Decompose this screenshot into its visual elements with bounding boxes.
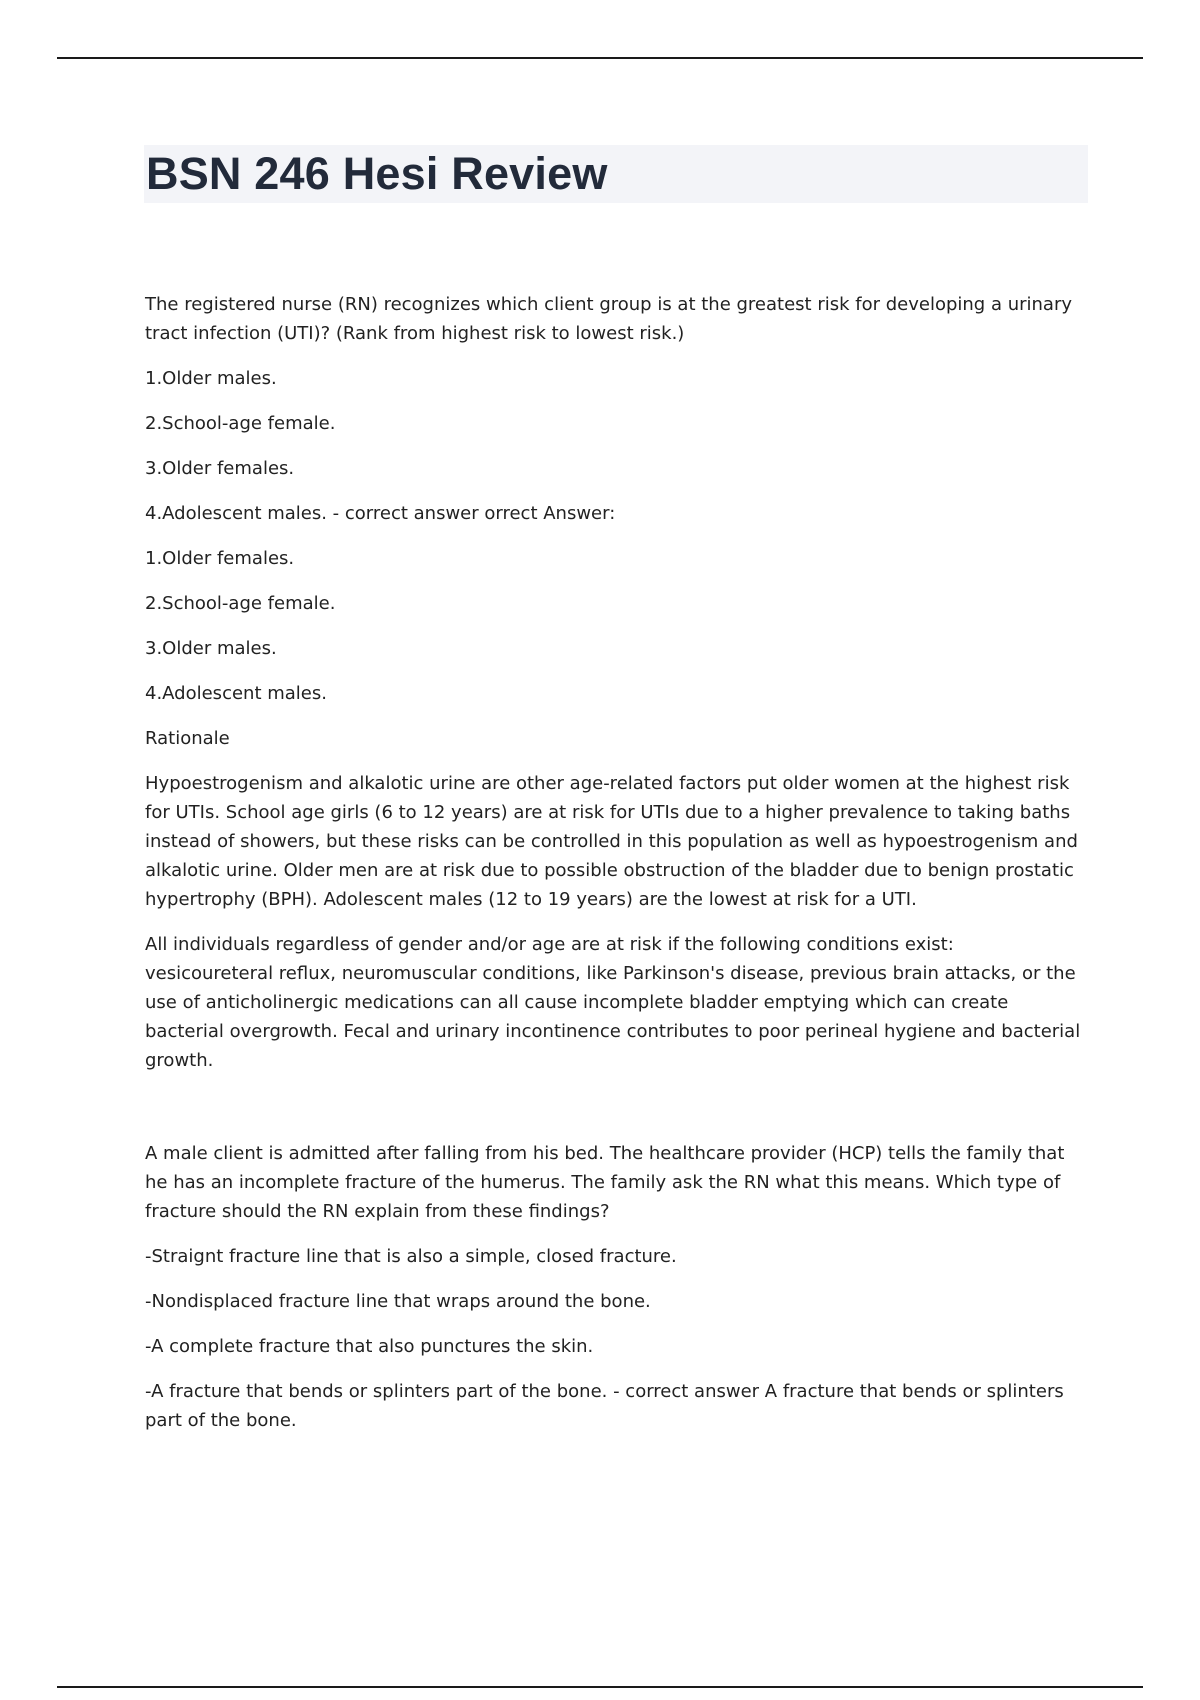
section-spacer [145,1091,1085,1139]
bottom-rule [57,1686,1143,1688]
rationale-paragraph: Hypoestrogenism and alkalotic urine are other age-related factors put older women at the highest risk for UTIs. School age girls (6 to 12 years) are at risk for UTIs due to a higher prevalence to taking baths instead of showers, but these risks can be controlled in this population as well as hypoestrogenism and alkalotic urine. Older men are at risk due to possible obstruction of the bladder due to benign prostatic hypertrophy (BPH). Adolescent males (12 to 19 years) are the lowest at risk for a UTI. [145,773,1078,910]
question-1-answer: 2.School-age female. [145,593,336,614]
question-2-option: -Straignt fracture line that is also a simple, closed fracture. [145,1246,677,1267]
question-1-prompt: The registered nurse (RN) recognizes which client group is at the greatest risk for developing a urinary tract infection (UTI)? (Rank from highest risk to lowest risk.) [145,294,1072,344]
question-1-option: 1.Older males. [145,368,277,389]
question-2-prompt: A male client is admitted after falling from his bed. The healthcare provider (HCP) tells the family that he has an incomplete fracture of the humerus. The family ask the RN what this means. Which type of fracture should the RN explain from these findings? [145,1143,1065,1222]
question-1-option: 2.School-age female. [145,413,336,434]
question-2 [145,1139,1085,1435]
question-1-answer: 3.Older males. [145,638,277,659]
question-2-option: -Nondisplaced fracture line that wraps around the bone. [145,1291,651,1312]
top-rule [57,57,1143,59]
rationale-heading: Rationale [145,728,230,749]
document-body [145,290,1085,1451]
question-1-option: 3.Older females. [145,458,295,479]
question-1-answer: 1.Older females. [145,548,295,569]
rationale-paragraph: All individuals regardless of gender and/or age are at risk if the following conditions exist: vesicoureteral reflux, neuromuscular conditions, like Parkinson's disease, previous brain attacks, or the use of anticholinergic medications can all cause incomplete bladder emptying which can create bacterial overgrowth. Fecal and urinary incontinence contributes to poor perineal hygiene and bacterial growth. [145,934,1081,1071]
document-title: BSN 246 Hesi Review [146,148,608,199]
question-2-option: -A fracture that bends or splinters part of the bone. - correct answer A fracture that bends or splinters part of the bone. [145,1381,1064,1431]
question-1-option: 4.Adolescent males. - correct answer orrect Answer: [145,503,616,524]
question-2-option: -A complete fracture that also punctures the skin. [145,1336,594,1357]
question-1 [145,290,1085,1075]
question-1-answer: 4.Adolescent males. [145,683,327,704]
